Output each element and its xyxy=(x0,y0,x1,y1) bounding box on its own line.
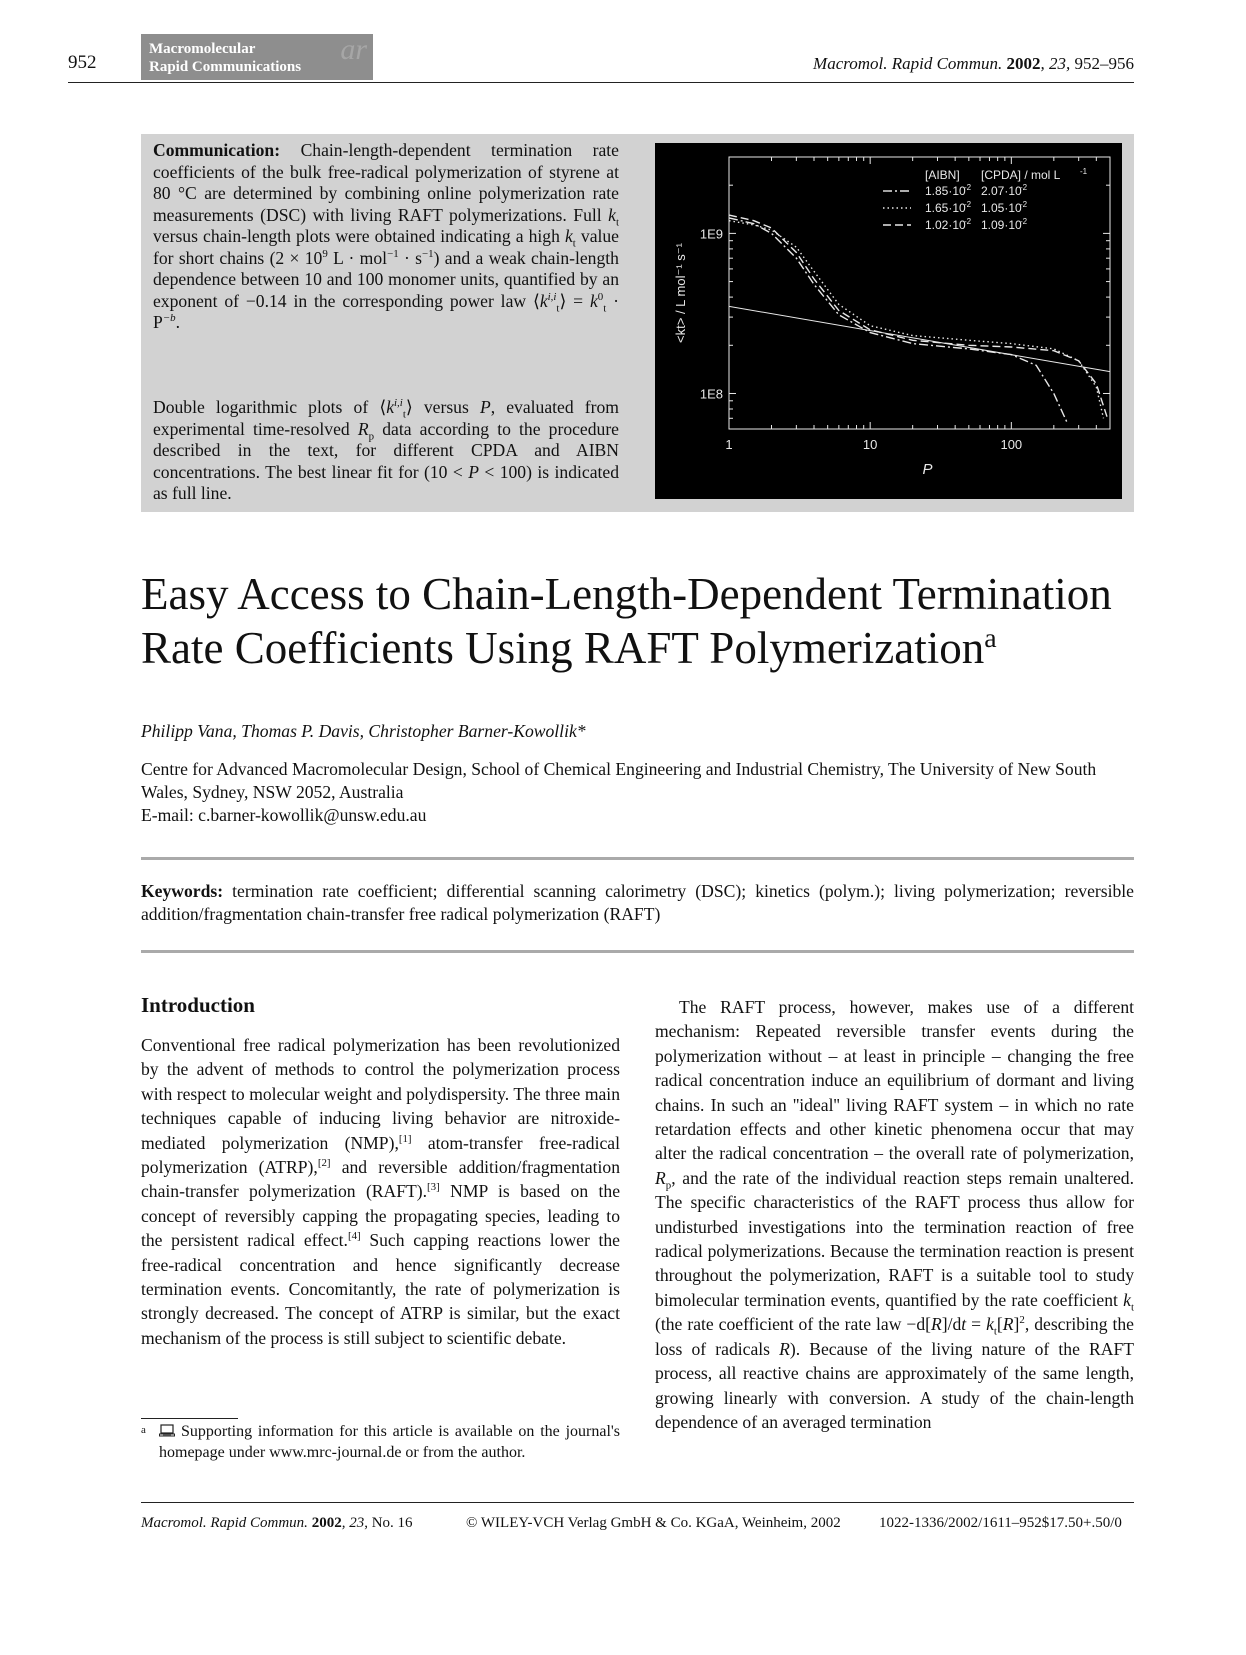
legend-cpda-exp: -2 xyxy=(1020,217,1028,226)
legend-aibn-exp: -2 xyxy=(964,217,972,226)
affiliation-email: E-mail: c.barner-kowollik@unsw.edu.au xyxy=(141,805,427,825)
legend-header-aibn: [AIBN] xyxy=(925,168,960,182)
logo-watermark: ar xyxy=(340,34,367,66)
abstract-part: ) and a weak chain-length dependence between 10 and 100 monomer units, quantified by an exponent of −0.14 in the corresponding power law ⟨ xyxy=(153,247,619,311)
exponent: −b xyxy=(162,312,176,325)
keywords-label: Keywords: xyxy=(141,881,224,901)
intro-part: Conventional free radical polymerization has been revolutionized by the advent of methods to control the polymerization process with respect to molecular weight and polydispersity. The three main techniques capable of inducing living behavior are nitroxide-mediated polymerization (NMP), xyxy=(141,1035,620,1153)
rp-symbol: R xyxy=(655,1167,666,1188)
kt-sub: t xyxy=(402,408,406,421)
legend-cpda-value: 2.07·10 xyxy=(981,184,1022,198)
legend-aibn-value: 1.85·10 xyxy=(925,184,966,198)
kii-sup: i,i xyxy=(547,290,557,303)
article-title xyxy=(141,567,1141,675)
abstract-part: Chain-length-dependent termination rate coefficients of the bulk free-radical polymerization of styrene at 80 °C are determined by combining online polymerization rate measurements (DSC) with living RAFT polymerizations. Full xyxy=(153,140,619,225)
intro-part: NMP is based on the concept of reversibly capping the propagating species, leading to the persistent radical effect. xyxy=(141,1181,621,1251)
r-symbol: R xyxy=(930,1314,942,1335)
kt-vs-p-chart xyxy=(655,143,1122,499)
legend-cpda-value: 1.09·10 xyxy=(981,218,1022,232)
title-footnote-mark: a xyxy=(984,623,997,654)
journal-logo xyxy=(141,34,373,80)
section-heading-introduction: Introduction xyxy=(141,993,255,1017)
kt-sub: t xyxy=(603,302,607,315)
x-tick-label: 10 xyxy=(862,437,878,452)
footer-journal: Macromol. Rapid Commun. xyxy=(141,1515,308,1531)
footnote xyxy=(141,1422,620,1463)
footnote-mark: a xyxy=(141,1424,146,1436)
abstract-part: ⟩ = xyxy=(559,290,590,311)
footer-publisher: © WILEY-VCH Verlag GmbH & Co. KGaA, Weinheim, 2002 xyxy=(466,1515,841,1531)
abstract-text xyxy=(153,140,619,334)
rp-sub: p xyxy=(665,1179,672,1192)
legend-aibn-value: 1.65·10 xyxy=(925,201,966,215)
author-list: Philipp Vana, Thomas P. Davis, Christopher Barner-Kowollik* xyxy=(141,721,586,741)
title-line-2-text: Rate Coefficients Using RAFT Polymerization xyxy=(141,623,985,673)
keywords xyxy=(141,880,1134,926)
exponent: 9 xyxy=(322,247,328,260)
y-axis-label: <kt> / L mol⁻¹ s⁻¹ xyxy=(673,243,688,343)
caption-part: ⟩ versus xyxy=(405,397,480,417)
r-symbol: R xyxy=(779,1338,790,1359)
footer-code: 1022-1336/2002/1611–952$17.50+.50/0 xyxy=(879,1515,1122,1531)
affiliation xyxy=(141,758,1131,827)
legend-cpda-exp: -2 xyxy=(1020,200,1028,209)
p-symbol: P xyxy=(479,397,491,417)
abstract-part: L · mol xyxy=(327,247,388,268)
footer-rule xyxy=(141,1502,1134,1503)
exponent: −1 xyxy=(387,247,399,260)
intro-paragraph xyxy=(141,1033,620,1350)
citation-ref: [1] xyxy=(398,1132,412,1145)
raft-part: ). Because of the living nature of the RAFT process, all reactive chains are approximately of the same length, growing linearly with conversion. A study of the chain-length dependence of an averaged termination xyxy=(655,1338,1134,1432)
legend-cpda-value: 1.05·10 xyxy=(981,201,1022,215)
legend-cpda-exp: -2 xyxy=(1020,183,1028,192)
caption-part: Double logarithmic plots of ⟨ xyxy=(153,397,387,417)
legend-aibn-exp: -2 xyxy=(964,183,972,192)
kt-symbol: k xyxy=(589,290,598,311)
keywords-text: termination rate coefficient; differential scanning calorimetry (DSC); kinetics (polym.); living polymerization; reversible addition/fragmentation chain-transfer free radical polymerization (RAFT) xyxy=(141,881,1134,924)
x-axis-label: P xyxy=(922,461,933,478)
raft-part: ] xyxy=(1013,1314,1020,1335)
raft-part: (the rate coefficient of the rate law −d[ xyxy=(655,1314,931,1335)
header-citation: Macromol. Rapid Commun. 2002, 23, 952–956 xyxy=(813,54,1134,73)
affiliation-address: Centre for Advanced Macromolecular Design, School of Chemical Engineering and Industrial Chemistry, The University of New South Wales, Sydney, NSW 2052, Australia xyxy=(141,759,1097,802)
kt-symbol: k xyxy=(564,226,573,246)
abstract-part: · P xyxy=(153,290,619,332)
caption-part: < 100) is indicated as full line. xyxy=(153,461,619,503)
legend-header-cpda: [CPDA] / mol L xyxy=(981,168,1061,182)
kt-sub: t xyxy=(1130,1301,1134,1314)
kt-sub: t xyxy=(572,237,576,250)
kt-symbol: k xyxy=(539,290,548,311)
header-journal: Macromol. Rapid Commun. xyxy=(813,54,1003,73)
r-symbol: R xyxy=(1002,1314,1014,1335)
keywords-bottom-rule xyxy=(141,950,1134,953)
abstract-part: value for short chains (2 × 10 xyxy=(153,226,619,268)
citation-ref: [4] xyxy=(347,1230,361,1243)
chart-panel xyxy=(655,143,1122,499)
footer-issue: , No. 16 xyxy=(364,1515,413,1531)
logo-line-1: Macromolecular xyxy=(149,41,256,57)
kt-sub: t xyxy=(993,1325,997,1338)
intro-part: and reversible addition/fragmentation chain-transfer polymerization (RAFT). xyxy=(141,1157,620,1202)
header-pages: 952–956 xyxy=(1074,54,1134,73)
figure-caption xyxy=(153,397,619,505)
kt-sub: t xyxy=(556,302,560,315)
header-rule xyxy=(68,82,1134,83)
footer-year: 2002 xyxy=(311,1515,342,1531)
caption-part: data according to the procedure described in the text, for different CPDA and AIBN concentrations. The best linear fit for (10 < xyxy=(153,418,619,482)
raft-paragraph xyxy=(655,995,1134,1434)
y-tick-label: 1E8 xyxy=(699,386,723,402)
footer-volume: 23 xyxy=(349,1515,365,1531)
header-year: 2002 xyxy=(1006,54,1041,73)
footnote-rule xyxy=(141,1418,238,1419)
intro-part: atom-transfer free-radical polymerization (ATRP), xyxy=(141,1132,620,1178)
rp-sub: p xyxy=(368,430,375,443)
abstract-part: versus chain-length plots were obtained indicating a high xyxy=(153,226,565,246)
exponent: 2 xyxy=(1019,1314,1025,1327)
abstract-part: · s xyxy=(398,247,422,268)
citation-ref: [2] xyxy=(317,1157,331,1170)
raft-part: [ xyxy=(996,1314,1003,1335)
kt-sub: t xyxy=(615,216,619,229)
rp-symbol: R xyxy=(357,418,369,439)
intro-part: Such capping reactions lower the free-radical concentration and hence significantly decrease termination events. Concomitantly, the rate of polymerization is strongly decreased. The concept of ATRP is similar, but the exact mechanism of the process is still subject to scientific debate. xyxy=(141,1230,620,1348)
kt-symbol: k xyxy=(386,397,395,417)
abstract-part: . xyxy=(175,312,181,332)
legend-header-exp: -1 xyxy=(1080,167,1088,176)
raft-part: , describing the loss of radicals xyxy=(655,1314,1134,1359)
kt-symbol: k xyxy=(986,1314,994,1335)
caption-part: , evaluated from experimental time-resolved xyxy=(153,397,619,439)
citation-ref: [3] xyxy=(427,1181,440,1194)
p-symbol: P xyxy=(468,461,479,482)
footer-citation: Macromol. Rapid Commun. 2002, 23, No. 16 xyxy=(141,1515,413,1531)
legend-aibn-value: 1.02·10 xyxy=(925,218,966,232)
x-tick-label: 100 xyxy=(1000,437,1023,452)
legend-aibn-exp: -2 xyxy=(964,200,972,209)
header-volume: 23 xyxy=(1049,54,1066,73)
page-number: 952 xyxy=(68,52,97,73)
keywords-top-rule xyxy=(141,857,1134,860)
computer-icon xyxy=(159,1424,175,1437)
raft-part: , and the rate of the individual reaction steps remain unaltered. The specific characteristics of the RAFT process thus allow for undisturbed investigations into the termination reaction of free radical polymerizations. Because the termination reaction is present throughout the polymerization, RAFT is a suitable tool to study bimolecular termination events, quantified by the rate coefficient xyxy=(655,1167,1134,1310)
y-tick-label: 1E9 xyxy=(699,226,723,242)
title-line-1: Easy Access to Chain-Length-Dependent Termination xyxy=(141,569,1112,619)
raft-part: The RAFT process, however, makes use of a different mechanism: Repeated reversible transfer events during the polymerization without – at least in principle – changing the free radical concentration induce an equilibrium of dormant and living chains. In such an ''ideal'' living RAFT system – in which no rate retardation effects and other kinetic phenomena occur that may alter the radical concentration – the overall rate of polymerization, xyxy=(655,997,1134,1164)
logo-line-2: Rapid Communications xyxy=(149,59,302,75)
right-column xyxy=(655,995,1134,1434)
title-line-2 xyxy=(141,621,1141,675)
x-tick-label: 1 xyxy=(725,437,733,452)
kt-symbol: k xyxy=(1123,1289,1131,1310)
abstract-label: Communication: xyxy=(153,140,281,160)
k0-sup: 0 xyxy=(597,290,604,303)
left-column xyxy=(141,1033,620,1350)
t-symbol: t xyxy=(961,1314,967,1335)
kii-sup: i,i xyxy=(394,397,403,410)
footnote-text: Supporting information for this article is available on the journal's homepage under www.mrc-journal.de or from the author. xyxy=(159,1423,620,1461)
raft-part: ]/d xyxy=(941,1314,962,1335)
raft-part: = xyxy=(966,1314,987,1335)
footnote-body xyxy=(141,1422,620,1463)
kt-symbol: k xyxy=(608,204,616,225)
exponent: −1 xyxy=(422,247,434,260)
